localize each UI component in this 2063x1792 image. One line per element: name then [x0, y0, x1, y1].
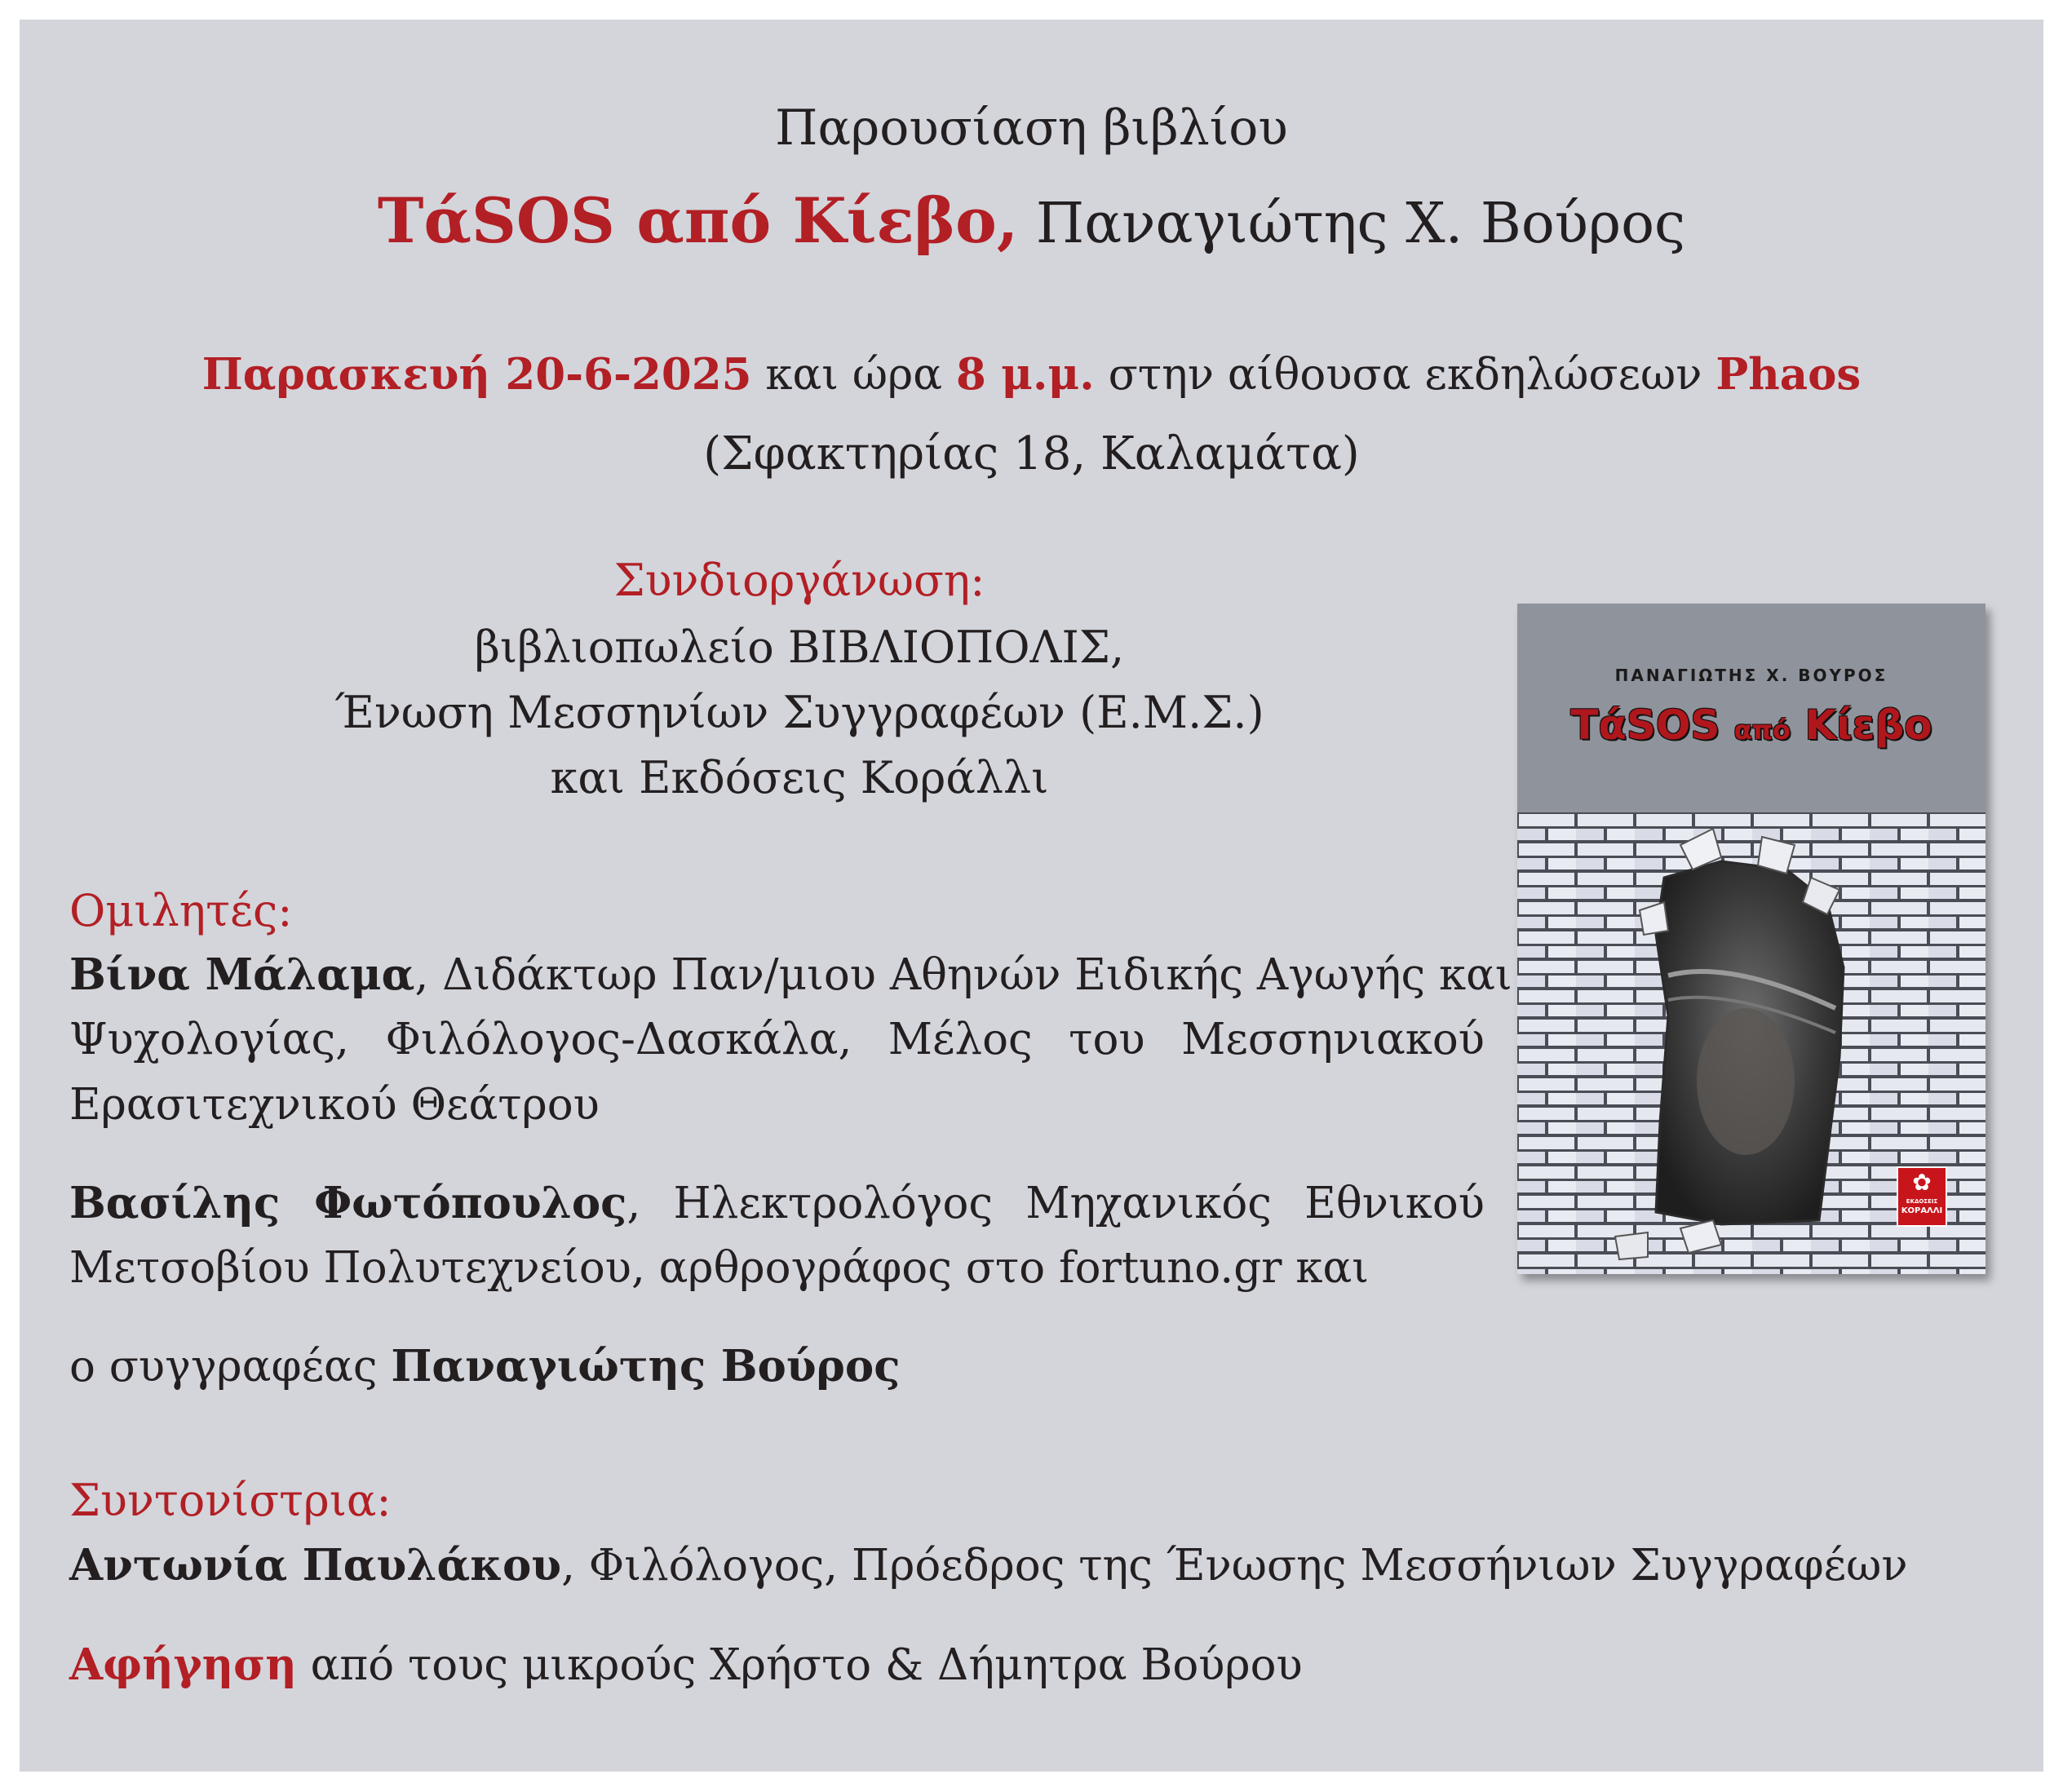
moderator-heading: Συντονίστρια: [69, 1475, 392, 1526]
speaker3-prefix: ο συγγραφέας [69, 1342, 392, 1392]
cover-author: ΠΑΝΑΓΙΩΤΗΣ Χ. ΒΟΥΡΟΣ [1614, 666, 1888, 685]
event-venue: Phaos [1715, 349, 1862, 400]
speaker3-name: Παναγιώτης Βούρος [391, 1341, 901, 1392]
cover-title [1517, 701, 1986, 749]
publisher-logo-icon: ✿ [1912, 1169, 1932, 1196]
speaker2-line2: Μετσοβίου Πολυτεχνείου, αρθρογράφος στο fortuno.gr και [69, 1243, 1370, 1293]
book-title: ΤάSOS από Κίεβο, [377, 184, 1019, 257]
header-title-line [0, 184, 2063, 257]
co-organization-line: βιβλιοπωλείο ΒΙΒΛΙΟΠΟΛΙΣ, [474, 622, 1125, 673]
moderator-name: Αντωνία Παυλάκου [69, 1540, 562, 1591]
speaker1-line1 [69, 949, 1512, 1000]
narration-line [69, 1639, 1303, 1690]
publisher-name: ΚΟΡΑΛΛΙ [1901, 1206, 1943, 1215]
cover-title-part: Κίεβο [1791, 701, 1932, 749]
narration-label: Αφήγηση [69, 1639, 297, 1690]
co-organization-line: και Εκδόσεις Κοράλλι [550, 752, 1049, 803]
speaker1-desc: , Διδάκτωρ Παν/μιου Αθηνών Ειδικής Αγωγής και [414, 950, 1512, 1000]
speaker1-name: Βίνα Μάλαμα [69, 949, 415, 1000]
speaker3-line [69, 1341, 901, 1392]
co-organization-heading: Συνδιοργάνωση: [613, 555, 985, 606]
speaker1-line3: Ερασιτεχνικού Θεάτρου [69, 1080, 600, 1130]
cover-title-part: από [1733, 715, 1791, 746]
event-line [0, 349, 2063, 400]
co-organization-line: Ένωση Μεσσηνίων Συγγραφέων (Ε.Μ.Σ.) [334, 687, 1264, 738]
cover-title-part: ΤάSOS [1570, 701, 1734, 749]
speaker2-line1 [69, 1178, 1485, 1228]
publisher-logo [1897, 1166, 1947, 1227]
moderator-desc: , Φιλόλογος, Πρόεδρος της Ένωσης Μεσσήνιων Συγγραφέων [561, 1541, 1908, 1591]
event-time-prefix: και ώρα [751, 350, 956, 400]
event-venue-prefix: στην αίθουσα εκδηλώσεων [1094, 350, 1716, 400]
speaker2-desc: , Ηλεκτρολόγος Μηχανικός Εθνικού [626, 1179, 1485, 1228]
event-time: 8 μ.μ. [955, 349, 1095, 400]
narration-desc: από τους μικρούς Χρήστο & Δήμητρα Βούρου [296, 1640, 1303, 1690]
event-date: Παρασκευή 20-6-2025 [201, 349, 752, 400]
book-author: Παναγιώτης Χ. Βούρος [1018, 192, 1686, 256]
speaker1-line2: Ψυχολογίας, Φιλόλογος-Δασκάλα, Μέλος του Μεσσηνιακού [69, 1015, 1485, 1064]
speaker2-name: Βασίλης Φωτόπουλος [69, 1178, 627, 1228]
cover-header [1517, 604, 1986, 812]
event-address: (Σφακτηρίας 18, Καλαμάτα) [703, 427, 1360, 480]
book-cover-image [1517, 604, 1986, 1274]
header-kicker: Παρουσίαση βιβλίου [775, 100, 1288, 157]
moderator-line [69, 1540, 1908, 1591]
publisher-top: ΕΚΔΟΣΕΙΣ [1906, 1198, 1938, 1205]
speakers-heading: Ομιλητές: [69, 885, 293, 936]
